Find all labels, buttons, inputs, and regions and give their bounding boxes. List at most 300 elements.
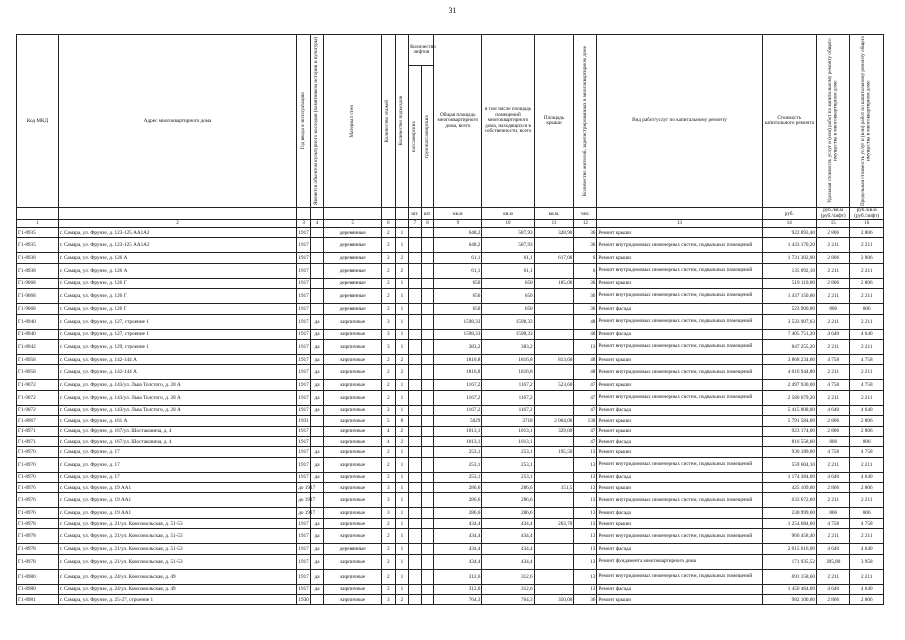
table-row [17, 426, 884, 436]
cell-year: 1917 [297, 472, 311, 482]
cell-area-total: 5029 [434, 416, 482, 426]
cell-roof [534, 554, 574, 569]
cell-area-owned: 312,6 [482, 584, 534, 594]
cell-max-cost: 4 758 [850, 354, 884, 364]
cell-year: 1917 [297, 238, 311, 253]
cell-culture [310, 289, 324, 304]
cell-entrances: 1 [395, 314, 409, 329]
cell-address: г. Самара, ул. Фрунзе, д. 24/ул. Комсомольская, д. 49 [58, 584, 296, 594]
cell-area-total: 1167,2 [434, 390, 482, 405]
cell-floors: 2 [381, 390, 395, 405]
cell-year: 1917 [297, 365, 311, 380]
cell-entrances: 1 [395, 529, 409, 544]
cell-floors: 2 [381, 365, 395, 380]
cell-work: Ремонт крыши [597, 483, 762, 493]
cell-work: Ремонт крыши [597, 228, 762, 238]
cell-kod: Г1-8976 [17, 493, 59, 508]
header-residents: Количество жителей, зарегистрированных в многоквартирном доме [581, 45, 588, 197]
cell-entrances: 1 [395, 472, 409, 482]
cell-lifts-pass [409, 447, 422, 457]
cell-material: кирпичные [324, 595, 382, 605]
cell-residents: 13 [574, 518, 597, 528]
cell-max-cost: 3 958 [850, 554, 884, 569]
cell-area-total: 312,6 [434, 569, 482, 584]
cell-cost: 5 791 584,00 [762, 416, 816, 426]
cell-entrances: 1 [395, 569, 409, 584]
header-lifts-group: Количество лифтов [409, 35, 434, 66]
cell-year: 1917 [297, 544, 311, 554]
cell-entrances: 1 [395, 339, 409, 354]
cell-cost: 691 158,60 [762, 569, 816, 584]
cell-lifts-pass [409, 426, 422, 436]
column-number: 2 [58, 220, 296, 228]
cell-material: кирпичные [324, 584, 382, 594]
table-row [17, 228, 884, 238]
cell-cost: 1 437 150,00 [762, 289, 816, 304]
cell-area-total: 648,2 [434, 238, 482, 253]
cell-area-total: 764,3 [434, 595, 482, 605]
cell-area-total: 434,4 [434, 554, 482, 569]
cell-work: Ремонт крыши [597, 595, 762, 605]
cell-culture [310, 595, 324, 605]
cell-residents: 13 [574, 508, 597, 518]
cell-work: Ремонт фасада [597, 329, 762, 339]
cell-lifts-cargo [421, 390, 434, 405]
cell-area-total: 648,2 [434, 228, 482, 238]
cell-unit-cost: 2 211 [816, 238, 849, 253]
cell-entrances: 1 [395, 508, 409, 518]
cell-entrances: 1 [395, 518, 409, 528]
cell-floors: 2 [381, 278, 395, 288]
cell-area-owned: 61,1 [482, 253, 534, 263]
cell-material: кирпичные [324, 447, 382, 457]
cell-lifts-cargo [421, 508, 434, 518]
cell-year: 1917 [297, 278, 311, 288]
cell-area-total: 434,4 [434, 544, 482, 554]
cell-entrances: 1 [395, 329, 409, 339]
cell-roof [534, 339, 574, 354]
cell-material: кирпичные [324, 518, 382, 528]
cell-address: г. Самара, ул. Фрунзе, д. 167/ул. Шостаковича, д. 4 [58, 426, 296, 436]
cell-material: деревянные [324, 263, 382, 278]
cell-year: 1917 [297, 529, 311, 544]
cell-culture: да [310, 329, 324, 339]
cell-lifts-pass [409, 228, 422, 238]
cell-unit-cost: 4 758 [816, 447, 849, 457]
cell-residents: 13 [574, 457, 597, 472]
cell-max-cost: 2 806 [850, 595, 884, 605]
cell-area-owned: 1816,8 [482, 354, 534, 364]
cell-entrances: 2 [395, 253, 409, 263]
cell-area-owned: 1598,33 [482, 314, 534, 329]
cell-entrances: 1 [395, 390, 409, 405]
cell-kod: Г1-8935 [17, 228, 59, 238]
cell-address: г. Самара, ул. Фрунзе, д. 21/ул. Комсомольская, д. 51-53 [58, 518, 296, 528]
cell-floors: 2 [381, 228, 395, 238]
header-culture: Является объектом культурного наследия (памятником истории и культуры) [313, 37, 320, 205]
cell-unit-cost: 2 806 [816, 278, 849, 288]
cell-lifts-pass [409, 380, 422, 390]
cell-floors: 4 [381, 436, 395, 446]
cell-kod: Г1-9072 [17, 380, 59, 390]
cell-year: 1917 [297, 314, 311, 329]
cell-culture: да [310, 314, 324, 329]
cell-address: г. Самара, ул. Фрунзе, д. 127, строение 1 [58, 329, 296, 339]
cell-roof: 195,50 [534, 447, 574, 457]
column-number: 8 [421, 220, 434, 228]
cell-lifts-pass [409, 390, 422, 405]
table-row [17, 518, 884, 528]
cell-work: Ремонт внутридомовых инженерных систем, подвальных помещений [597, 457, 762, 472]
cell-lifts-cargo [421, 354, 434, 364]
table-row [17, 595, 884, 605]
cell-kod: Г1-8978 [17, 529, 59, 544]
cell-max-cost: 2 806 [850, 483, 884, 493]
table-body [17, 228, 884, 605]
cell-roof [534, 314, 574, 329]
cell-cost: 923 174,00 [762, 426, 816, 436]
cell-cost: 922 893,40 [762, 228, 816, 238]
column-number: 1 [17, 220, 59, 228]
cell-lifts-cargo [421, 518, 434, 528]
table-row [17, 544, 884, 554]
cell-max-cost: 2 211 [850, 529, 884, 544]
cell-area-total: 253,1 [434, 457, 482, 472]
table-row [17, 354, 884, 364]
cell-unit-cost: 4 640 [816, 329, 849, 339]
cell-roof [534, 289, 574, 304]
cell-entrances: 2 [395, 365, 409, 380]
column-number: 11 [534, 220, 574, 228]
cell-address: г. Самара, ул. Фрунзе, д. 19 АА1 [58, 483, 296, 493]
cell-residents: 130 [574, 416, 597, 426]
cell-area-owned: 1167,2 [482, 390, 534, 405]
cell-kod: Г1-8971 [17, 426, 59, 436]
cell-kod: Г1-8958 [17, 365, 59, 380]
cell-unit-cost: 2 211 [816, 569, 849, 584]
cell-kod: Г1-8958 [17, 354, 59, 364]
cell-lifts-pass [409, 508, 422, 518]
cell-max-cost: 2 806 [850, 426, 884, 436]
cell-area-owned: 587,93 [482, 238, 534, 253]
cell-residents: 36 [574, 278, 597, 288]
cell-area-total: 434,4 [434, 518, 482, 528]
cell-cost: 425 109,00 [762, 483, 816, 493]
cell-year: 1930 [297, 595, 311, 605]
cell-work: Ремонт внутридомовых инженерных систем, подвальных помещений [597, 529, 762, 544]
cell-entrances: 1 [395, 554, 409, 569]
cell-address: г. Самара, ул. Фрунзе, д. 142-144 А [58, 365, 296, 380]
cell-material: кирпичные [324, 380, 382, 390]
cell-area-total: 1013,1 [434, 426, 482, 436]
cell-work: Ремонт крыши [597, 278, 762, 288]
cell-cost: 1 174 384,00 [762, 472, 816, 482]
cell-kod: Г1-9068 [17, 304, 59, 314]
cell-entrances: 2 [395, 595, 409, 605]
cell-culture [310, 228, 324, 238]
cell-lifts-cargo [421, 365, 434, 380]
cell-area-owned: 61,1 [482, 263, 534, 278]
cell-roof [534, 329, 574, 339]
cell-residents: 48 [574, 314, 597, 329]
cell-cost: 519 110,00 [762, 278, 816, 288]
cell-floors: 3 [381, 329, 395, 339]
cell-unit-cost: 2 806 [816, 483, 849, 493]
cell-culture: да [310, 380, 324, 390]
cell-lifts-cargo [421, 483, 434, 493]
cell-area-total: 1013,1 [434, 436, 482, 446]
cell-max-cost: 4 640 [850, 472, 884, 482]
cell-material: кирпичные [324, 354, 382, 364]
cell-floors: 2 [381, 518, 395, 528]
cell-work: Ремонт внутридомовых инженерных систем, подвальных помещений [597, 390, 762, 405]
cell-culture: да [310, 390, 324, 405]
cell-residents: 13 [574, 493, 597, 508]
cell-roof: 151,5 [534, 483, 574, 493]
cell-roof [534, 365, 574, 380]
cell-area-total: 1167,2 [434, 380, 482, 390]
cell-lifts-cargo [421, 238, 434, 253]
cell-address: г. Самара, ул. Фрунзе, д. 143/ул. Льва Толстого, д. 28 А [58, 405, 296, 415]
cell-year: 1917 [297, 436, 311, 446]
cell-address: г. Самара, ул. Фрунзе, д. 17 [58, 447, 296, 457]
header-work: Вид работ/услуг по капитальному ремонту [597, 35, 762, 208]
cell-unit-cost: 4 758 [816, 380, 849, 390]
cell-roof: 350,00 [534, 595, 574, 605]
cell-cost: 559 604,10 [762, 457, 816, 472]
cell-area-total: 253,1 [434, 447, 482, 457]
cell-area-owned: 286,6 [482, 493, 534, 508]
cell-area-total: 1598,33 [434, 314, 482, 329]
cell-roof [534, 263, 574, 278]
cell-area-owned: 1816,8 [482, 365, 534, 380]
table-row [17, 365, 884, 380]
cell-culture [310, 436, 324, 446]
cell-residents: 13 [574, 529, 597, 544]
cell-kod: Г1-8981 [17, 595, 59, 605]
table-row [17, 483, 884, 493]
cell-culture: да [310, 365, 324, 380]
cell-lifts-cargo [421, 329, 434, 339]
cell-roof [534, 390, 574, 405]
cell-unit-cost: 4 640 [816, 584, 849, 594]
cell-address: г. Самара, ул. Фрунзе, д. 143/ул. Льва Толстого, д. 28 А [58, 380, 296, 390]
cell-area-total: 650 [434, 278, 482, 288]
cell-work: Ремонт фундамента многоквартирного дома [597, 554, 762, 569]
column-number: 7 [409, 220, 422, 228]
header-kod: Код МКД [17, 35, 59, 208]
cell-area-total: 312,6 [434, 584, 482, 594]
cell-entrances: 1 [395, 457, 409, 472]
cell-year: 1917 [297, 518, 311, 528]
cell-lifts-cargo [421, 339, 434, 354]
cell-address: г. Самара, ул. Фрунзе, д. 142-144 А [58, 354, 296, 364]
cell-material: кирпичные [324, 329, 382, 339]
cell-unit-cost: 806 [816, 508, 849, 518]
cell-max-cost: 2 211 [850, 457, 884, 472]
page-number: 31 [448, 6, 457, 15]
cell-year: 1917 [297, 304, 311, 314]
cell-material: кирпичные [324, 493, 382, 508]
cell-roof [534, 304, 574, 314]
cell-year: 1917 [297, 569, 311, 584]
cell-area-owned: 3718 [482, 416, 534, 426]
cell-lifts-cargo [421, 554, 434, 569]
cell-max-cost: 4 640 [850, 405, 884, 415]
cell-cost: 135 092,10 [762, 263, 816, 278]
cell-year: 1917 [297, 554, 311, 569]
cell-residents: 36 [574, 289, 597, 304]
cell-kod: Г1-8980 [17, 584, 59, 594]
cell-cost: 1 731 302,00 [762, 253, 816, 263]
cell-lifts-cargo [421, 447, 434, 457]
cell-entrances: 1 [395, 493, 409, 508]
cell-kod: Г1-9068 [17, 289, 59, 304]
cell-kod: Г1-8970 [17, 457, 59, 472]
cell-culture [310, 416, 324, 426]
cell-max-cost: 4 758 [850, 447, 884, 457]
cell-area-total: 286,6 [434, 508, 482, 518]
cell-floors: 2 [381, 457, 395, 472]
cell-roof [534, 529, 574, 544]
cell-lifts-pass [409, 584, 422, 594]
cell-material: кирпичные [324, 554, 382, 569]
cell-unit-cost: 2 806 [816, 426, 849, 436]
cell-lifts-pass [409, 289, 422, 304]
cell-floors: 4 [381, 426, 395, 436]
cell-area-owned: 434,4 [482, 518, 534, 528]
cell-culture: да [310, 339, 324, 354]
cell-material: кирпичные [324, 472, 382, 482]
cell-roof [534, 238, 574, 253]
table-row [17, 416, 884, 426]
cell-max-cost: 4 640 [850, 329, 884, 339]
cell-year: 1917 [297, 380, 311, 390]
cell-material: кирпичные [324, 457, 382, 472]
cell-entrances: 1 [395, 380, 409, 390]
unit-max-cost: руб./кв.м (руб./лифт) [850, 208, 884, 220]
cell-address: г. Самара, ул. Фрунзе, д. 21/ул. Комсомольская, д. 51-53 [58, 544, 296, 554]
cell-address: г. Самара, ул. Фрунзе, д. 167/ул. Шостаковича, д. 4 [58, 436, 296, 446]
cell-work: Ремонт фасада [597, 304, 762, 314]
cell-lifts-pass [409, 339, 422, 354]
cell-residents: 13 [574, 472, 597, 482]
column-number: 14 [762, 220, 816, 228]
cell-work: Ремонт крыши [597, 426, 762, 436]
unit-lifts-pass: шт. [409, 208, 422, 220]
cell-area-owned: 434,4 [482, 544, 534, 554]
cell-address: г. Самара, ул. Фрунзе, д. 17 [58, 472, 296, 482]
cell-area-owned: 253,1 [482, 447, 534, 457]
cell-residents: 36 [574, 228, 597, 238]
cell-year: 1917 [297, 339, 311, 354]
cell-lifts-cargo [421, 436, 434, 446]
cell-kod: Г1-8967 [17, 416, 59, 426]
cell-max-cost: 806 [850, 304, 884, 314]
cell-floors: 3 [381, 483, 395, 493]
cell-unit-cost: 2 211 [816, 390, 849, 405]
cell-year: 1917 [297, 329, 311, 339]
cell-cost: 5 415 808,00 [762, 405, 816, 415]
cell-entrances: 2 [395, 354, 409, 364]
cell-residents: 47 [574, 426, 597, 436]
table-row [17, 529, 884, 544]
cell-max-cost: 2 806 [850, 228, 884, 238]
cell-entrances: 2 [395, 263, 409, 278]
header-floors: Количество этажей [384, 99, 391, 143]
cell-material: кирпичные [324, 508, 382, 518]
column-number-row [17, 220, 884, 228]
cell-max-cost: 2 211 [850, 289, 884, 304]
cell-address: г. Самара, ул. Фрунзе, д. 126 Г [58, 289, 296, 304]
cell-unit-cost: 806 [816, 304, 849, 314]
cell-material: деревянные [324, 238, 382, 253]
cell-year: 1917 [297, 457, 311, 472]
cell-culture [310, 278, 324, 288]
cell-roof: 263,70 [534, 518, 574, 528]
cell-cost: 7 405 751,20 [762, 329, 816, 339]
cell-unit-cost: 395,80 [816, 554, 849, 569]
cell-kod: Г1-8971 [17, 436, 59, 446]
cell-area-owned: 286,6 [482, 483, 534, 493]
cell-culture: да [310, 569, 324, 584]
cell-kod: Г1-8980 [17, 569, 59, 584]
cell-material: деревянные [324, 304, 382, 314]
cell-area-owned: 434,4 [482, 529, 534, 544]
header-roof: Площадь крыши [534, 35, 574, 208]
table-row [17, 447, 884, 457]
cell-residents: 6 [574, 263, 597, 278]
cell-unit-cost: 2 211 [816, 365, 849, 380]
cell-address: г. Самара, ул. Фрунзе, д. 126 Г [58, 278, 296, 288]
cell-work: Ремонт крыши [597, 447, 762, 457]
unit-unit-cost: руб./кв.м (руб./лифт) [816, 208, 849, 220]
cell-area-total: 1816,8 [434, 365, 482, 380]
cell-work: Ремонт фасада [597, 508, 762, 518]
cell-lifts-pass [409, 263, 422, 278]
cell-max-cost: 2 211 [850, 493, 884, 508]
cell-max-cost: 806 [850, 508, 884, 518]
cell-unit-cost: 2 211 [816, 493, 849, 508]
cell-max-cost: 2 806 [850, 416, 884, 426]
cell-unit-cost: 4 758 [816, 518, 849, 528]
cell-lifts-pass [409, 472, 422, 482]
cell-address: г. Самара, ул. Фрунзе, д. 123-125 АА1А2 [58, 228, 296, 238]
cell-lifts-cargo [421, 493, 434, 508]
cell-floors: 3 [381, 314, 395, 329]
cell-roof [534, 584, 574, 594]
cell-cost: 1 433 170,20 [762, 238, 816, 253]
cell-area-total: 650 [434, 304, 482, 314]
cell-entrances: 2 [395, 426, 409, 436]
table-row [17, 253, 884, 263]
cell-entrances: 1 [395, 304, 409, 314]
cell-max-cost: 4 758 [850, 518, 884, 528]
cell-kod: Г1-8970 [17, 447, 59, 457]
table-row [17, 380, 884, 390]
cell-area-total: 61,1 [434, 253, 482, 263]
cell-entrances: 8 [395, 416, 409, 426]
cell-work: Ремонт внутридомовых инженерных систем, подвальных помещений [597, 493, 762, 508]
cell-year: 1917 [297, 426, 311, 436]
cell-culture: да [310, 405, 324, 415]
cell-max-cost: 2 211 [850, 339, 884, 354]
cell-roof [534, 405, 574, 415]
column-number [395, 220, 409, 228]
cell-entrances: 1 [395, 289, 409, 304]
table-row [17, 263, 884, 278]
cell-kod: Г1-8938 [17, 253, 59, 263]
